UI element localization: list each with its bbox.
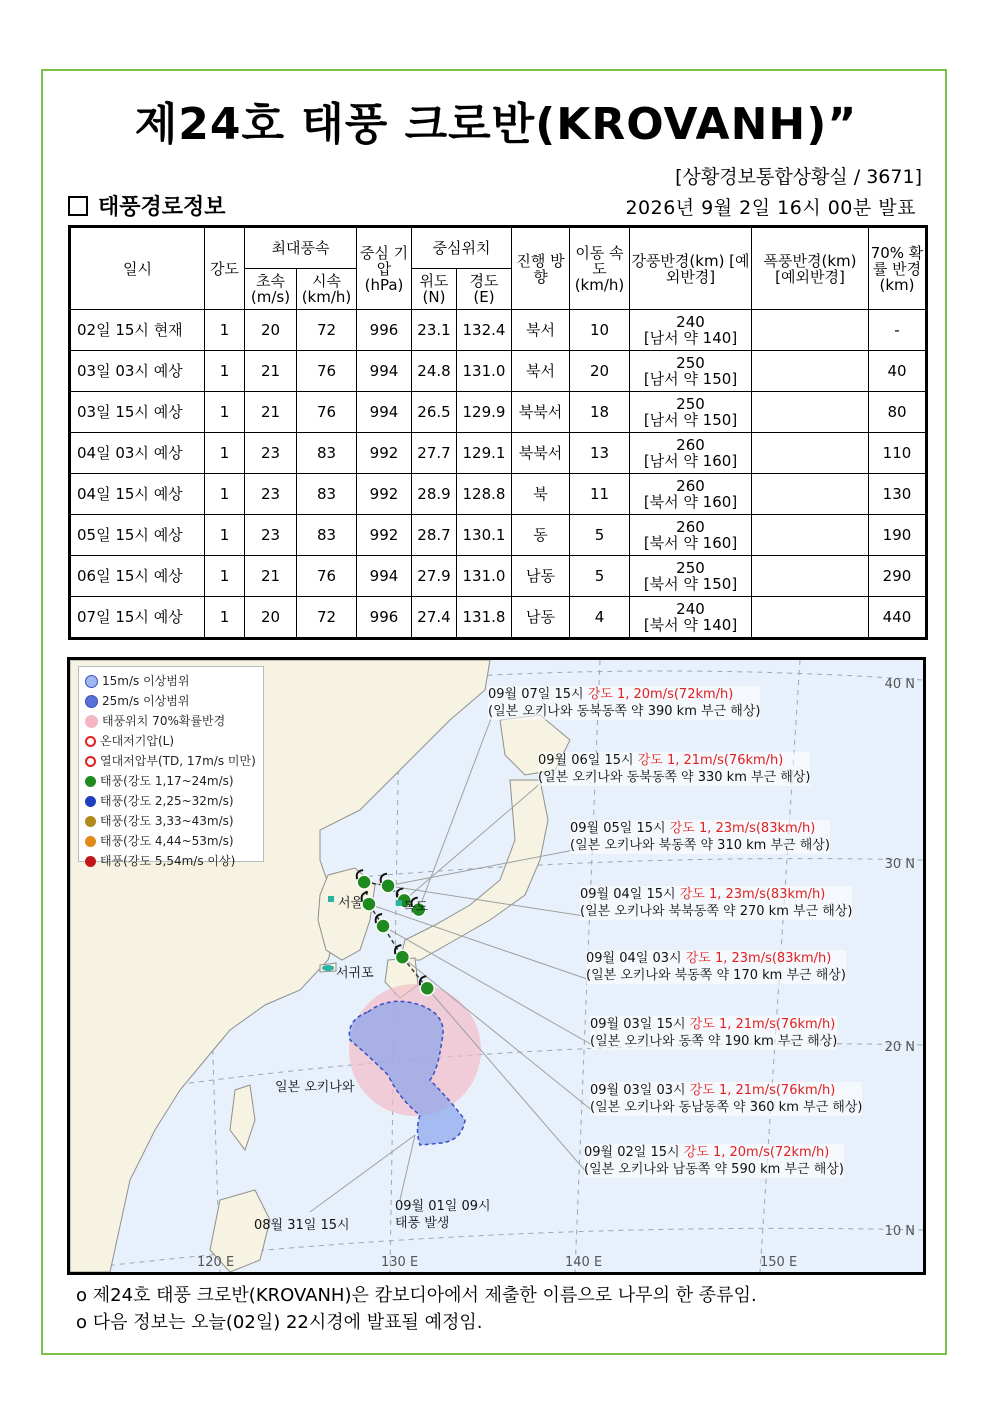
cell-lat: 23.1 bbox=[412, 310, 457, 351]
page-title: 제24호 태풍 크로반(KROVANH)” bbox=[134, 99, 858, 150]
table-row bbox=[70, 474, 927, 515]
annotation-date: 09월 06일 15시 bbox=[538, 753, 634, 768]
cell-prob: 290 bbox=[869, 556, 927, 597]
section-heading bbox=[68, 190, 226, 221]
typhoon-green-icon bbox=[362, 897, 376, 911]
annotation-strength: 강도 1, 23m/s(83km/h) bbox=[685, 951, 832, 966]
cell-speed: 11 bbox=[570, 474, 630, 515]
legend-item bbox=[85, 811, 257, 831]
strong-radius-exception: [북서 약 140] bbox=[643, 616, 738, 634]
typhoon-blue-icon bbox=[85, 796, 96, 807]
header-datetime: 일시 bbox=[70, 227, 205, 310]
table-row bbox=[70, 597, 927, 639]
strong-radius-exception: [북서 약 160] bbox=[643, 534, 738, 552]
typhoon-green-icon bbox=[357, 875, 371, 889]
annotation-detail: (일본 오키나와 동북동쪽 약 390 km 부근 해상) bbox=[488, 704, 761, 719]
cell-datetime: 05일 15시 예상 bbox=[70, 515, 205, 556]
cell-hpa: 996 bbox=[357, 597, 412, 639]
cell-intensity: 1 bbox=[205, 310, 245, 351]
annotation-line-1 bbox=[586, 950, 846, 967]
genesis-date: 09월 01일 09시 bbox=[395, 1199, 491, 1214]
strong-radius-value: 240 bbox=[676, 600, 705, 618]
typhoon-red-icon bbox=[85, 856, 96, 867]
cell-lon: 129.1 bbox=[457, 433, 512, 474]
lat-label-20: 20 N bbox=[884, 1040, 915, 1055]
start-label: 08월 31일 15시 bbox=[254, 1218, 350, 1233]
track-table bbox=[68, 225, 928, 640]
cell-strong-radius bbox=[630, 310, 752, 351]
strong-radius-value: 260 bbox=[676, 436, 705, 454]
cell-intensity: 1 bbox=[205, 433, 245, 474]
cell-datetime: 04일 03시 예상 bbox=[70, 433, 205, 474]
strong-radius-value: 260 bbox=[676, 477, 705, 495]
table-row bbox=[70, 515, 927, 556]
track-annotation bbox=[488, 686, 760, 720]
typhoon-orange-icon bbox=[85, 836, 96, 847]
annotation-date: 09월 03일 03시 bbox=[590, 1083, 686, 1098]
cell-datetime: 04일 15시 예상 bbox=[70, 474, 205, 515]
annotation-strength: 강도 1, 20m/s(72km/h) bbox=[683, 1145, 830, 1160]
cell-lon: 131.8 bbox=[457, 597, 512, 639]
table-row bbox=[70, 556, 927, 597]
cell-dir: 북서 bbox=[512, 351, 570, 392]
cell-lat: 28.9 bbox=[412, 474, 457, 515]
note-1: o 제24호 태풍 크로반(KROVANH)은 캄보디아에서 제출한 이름으로 나무의 한 종류임. bbox=[76, 1285, 757, 1306]
place-seoul: 서울 bbox=[338, 896, 364, 911]
header-direction: 진행 방향 bbox=[512, 227, 570, 310]
annotation-line-1 bbox=[590, 1082, 862, 1099]
track-annotation bbox=[586, 950, 846, 984]
cell-ms: 21 bbox=[245, 392, 297, 433]
cell-speed: 5 bbox=[570, 515, 630, 556]
legend-label: 온대저기압(L) bbox=[100, 734, 175, 748]
annotation-line-1 bbox=[538, 752, 810, 769]
annotation-strength: 강도 1, 21m/s(76km/h) bbox=[637, 753, 784, 768]
header-center: 중심위치 bbox=[412, 227, 512, 269]
track-map bbox=[67, 657, 926, 1275]
issued-time: 2026년 9월 2일 16시 00분 발표 bbox=[625, 197, 916, 219]
lon-label-130: 130 E bbox=[381, 1255, 419, 1270]
cell-kmh: 83 bbox=[297, 433, 357, 474]
cell-kmh: 72 bbox=[297, 597, 357, 639]
annotation-strength: 강도 1, 21m/s(76km/h) bbox=[689, 1017, 836, 1032]
seoul-marker bbox=[328, 896, 334, 902]
header-wind-kmh: 시속 (km/h) bbox=[297, 269, 357, 310]
table-row bbox=[70, 392, 927, 433]
annotation-strength: 강도 1, 23m/s(83km/h) bbox=[669, 821, 816, 836]
annotation-line-1 bbox=[570, 820, 830, 837]
header-intensity: 강도 bbox=[205, 227, 245, 310]
cell-storm bbox=[752, 433, 869, 474]
table-row bbox=[70, 310, 927, 351]
circle-light-blue bbox=[85, 675, 98, 688]
cell-hpa: 992 bbox=[357, 474, 412, 515]
cell-storm bbox=[752, 556, 869, 597]
track-annotation bbox=[590, 1082, 862, 1116]
cell-lon: 128.8 bbox=[457, 474, 512, 515]
legend-label: 태풍(강도 3,33~43m/s) bbox=[100, 814, 234, 828]
header-lon: 경도 (E) bbox=[457, 269, 512, 310]
typhoon-green-icon bbox=[381, 879, 395, 893]
annotation-line-1 bbox=[488, 686, 760, 703]
cell-strong-radius bbox=[630, 433, 752, 474]
annotation-line-1 bbox=[584, 1144, 844, 1161]
legend-label: 열대저압부(TD, 17m/s 미만) bbox=[100, 754, 256, 768]
cell-lon: 131.0 bbox=[457, 556, 512, 597]
section-title: 태풍경로정보 bbox=[98, 195, 226, 220]
cell-kmh: 76 bbox=[297, 351, 357, 392]
cell-dir: 북북서 bbox=[512, 433, 570, 474]
annotation-date: 09월 07일 15시 bbox=[488, 687, 584, 702]
lat-label-30: 30 N bbox=[884, 857, 915, 872]
strong-radius-exception: [북서 약 160] bbox=[643, 493, 738, 511]
track-annotation bbox=[570, 820, 830, 854]
cell-lat: 24.8 bbox=[412, 351, 457, 392]
strong-radius-exception: [남서 약 150] bbox=[643, 370, 738, 388]
lon-label-150: 150 E bbox=[760, 1255, 798, 1270]
cell-hpa: 994 bbox=[357, 556, 412, 597]
cell-storm bbox=[752, 310, 869, 351]
annotation-detail: (일본 오키나와 동쪽 약 190 km 부근 해상) bbox=[590, 1034, 838, 1049]
cell-ms: 21 bbox=[245, 556, 297, 597]
cell-kmh: 76 bbox=[297, 392, 357, 433]
cell-hpa: 996 bbox=[357, 310, 412, 351]
legend-label: 25m/s 이상범위 bbox=[102, 694, 190, 708]
cell-speed: 13 bbox=[570, 433, 630, 474]
cell-lat: 27.7 bbox=[412, 433, 457, 474]
cell-strong-radius bbox=[630, 474, 752, 515]
header-max-wind: 최대풍속 bbox=[245, 227, 357, 269]
track-annotation bbox=[538, 752, 810, 786]
dokdo-marker bbox=[396, 900, 402, 906]
strong-radius-value: 260 bbox=[676, 518, 705, 536]
annotation-strength: 강도 1, 23m/s(83km/h) bbox=[679, 887, 826, 902]
cell-prob: 80 bbox=[869, 392, 927, 433]
strong-radius-value: 250 bbox=[676, 395, 705, 413]
strong-radius-exception: [남서 약 140] bbox=[643, 329, 738, 347]
place-dokdo: 독도 bbox=[403, 900, 429, 915]
cell-prob: 440 bbox=[869, 597, 927, 639]
cell-dir: 북북서 bbox=[512, 392, 570, 433]
cell-speed: 18 bbox=[570, 392, 630, 433]
cell-dir: 북 bbox=[512, 474, 570, 515]
header-wind-ms: 초속 (m/s) bbox=[245, 269, 297, 310]
legend-label: 태풍(강도 2,25~32m/s) bbox=[100, 794, 234, 808]
header-pressure: 중심 기압 (hPa) bbox=[357, 227, 412, 310]
annotation-date: 09월 05일 15시 bbox=[570, 821, 666, 836]
seogwipo-marker bbox=[322, 965, 334, 971]
legend-label: 15m/s 이상범위 bbox=[102, 674, 190, 688]
cell-prob: 130 bbox=[869, 474, 927, 515]
annotation-date: 09월 04일 03시 bbox=[586, 951, 682, 966]
legend-item bbox=[85, 751, 257, 771]
office-label: [상황경보통합상황실 / 3671] bbox=[675, 166, 922, 188]
map-legend bbox=[78, 666, 264, 868]
legend-item bbox=[85, 831, 257, 851]
strong-radius-exception: [북서 약 150] bbox=[643, 575, 738, 593]
annotation-line-1 bbox=[590, 1016, 837, 1033]
cell-storm bbox=[752, 392, 869, 433]
legend-item bbox=[85, 791, 257, 811]
checkbox-icon bbox=[68, 196, 88, 216]
typhoon-green-icon bbox=[85, 776, 96, 787]
circle-blue bbox=[85, 695, 98, 708]
cell-lon: 130.1 bbox=[457, 515, 512, 556]
annotation-detail: (일본 오키나와 북동쪽 약 310 km 부근 해상) bbox=[570, 838, 830, 853]
cell-kmh: 72 bbox=[297, 310, 357, 351]
typhoon-green-icon bbox=[420, 981, 434, 995]
cell-ms: 23 bbox=[245, 474, 297, 515]
cell-speed: 4 bbox=[570, 597, 630, 639]
cell-kmh: 83 bbox=[297, 515, 357, 556]
place-okinawa: 일본 오키나와 bbox=[275, 1080, 355, 1095]
legend-label: 태풍(강도 1,17~24m/s) bbox=[100, 774, 234, 788]
annotation-date: 09월 02일 15시 bbox=[584, 1145, 680, 1160]
cell-hpa: 994 bbox=[357, 351, 412, 392]
td-icon bbox=[85, 756, 96, 767]
track-annotation bbox=[580, 886, 852, 920]
circle-pink bbox=[85, 715, 98, 728]
header-lat: 위도 (N) bbox=[412, 269, 457, 310]
extratropical-icon bbox=[85, 736, 96, 747]
cell-storm bbox=[752, 597, 869, 639]
header-storm-radius: 폭풍반경(km) [예외반경] bbox=[752, 227, 869, 310]
annotation-strength: 강도 1, 20m/s(72km/h) bbox=[587, 687, 734, 702]
annotation-date: 09월 03일 15시 bbox=[590, 1017, 686, 1032]
cell-lat: 27.9 bbox=[412, 556, 457, 597]
legend-label: 태풍(강도 5,54m/s 이상) bbox=[100, 854, 236, 868]
legend-label: 태풍(강도 4,44~53m/s) bbox=[100, 834, 234, 848]
cell-intensity: 1 bbox=[205, 597, 245, 639]
typhoon-green-icon bbox=[395, 950, 409, 964]
cell-datetime: 06일 15시 예상 bbox=[70, 556, 205, 597]
legend-item bbox=[85, 771, 257, 791]
cell-kmh: 76 bbox=[297, 556, 357, 597]
strong-radius-value: 250 bbox=[676, 354, 705, 372]
cell-prob: 40 bbox=[869, 351, 927, 392]
cell-speed: 5 bbox=[570, 556, 630, 597]
notes bbox=[76, 1282, 757, 1336]
track-annotation bbox=[584, 1144, 844, 1178]
cell-strong-radius bbox=[630, 392, 752, 433]
cell-prob: 110 bbox=[869, 433, 927, 474]
cell-intensity: 1 bbox=[205, 392, 245, 433]
cell-storm bbox=[752, 351, 869, 392]
lat-label-40: 40 N bbox=[884, 677, 915, 692]
cell-lon: 131.0 bbox=[457, 351, 512, 392]
cell-intensity: 1 bbox=[205, 556, 245, 597]
cell-ms: 20 bbox=[245, 310, 297, 351]
genesis-label bbox=[395, 1198, 491, 1232]
cell-ms: 23 bbox=[245, 433, 297, 474]
legend-item bbox=[85, 671, 257, 691]
legend-item bbox=[85, 711, 257, 731]
cell-hpa: 992 bbox=[357, 433, 412, 474]
annotation-strength: 강도 1, 21m/s(76km/h) bbox=[689, 1083, 836, 1098]
annotation-line-1 bbox=[580, 886, 852, 903]
cell-strong-radius bbox=[630, 351, 752, 392]
lat-label-10: 10 N bbox=[884, 1224, 915, 1239]
header-speed: 이동 속도 (km/h) bbox=[570, 227, 630, 310]
cell-dir: 남동 bbox=[512, 556, 570, 597]
cell-strong-radius bbox=[630, 556, 752, 597]
cell-lon: 132.4 bbox=[457, 310, 512, 351]
cell-hpa: 994 bbox=[357, 392, 412, 433]
strong-radius-value: 240 bbox=[676, 313, 705, 331]
table-row bbox=[70, 351, 927, 392]
annotation-detail: (일본 오키나와 북북동쪽 약 270 km 부근 해상) bbox=[580, 904, 853, 919]
cell-ms: 20 bbox=[245, 597, 297, 639]
cell-kmh: 83 bbox=[297, 474, 357, 515]
cell-speed: 20 bbox=[570, 351, 630, 392]
track-table-body bbox=[70, 310, 927, 639]
cell-intensity: 1 bbox=[205, 515, 245, 556]
annotation-detail: (일본 오키나와 동남동쪽 약 360 km 부근 해상) bbox=[590, 1100, 863, 1115]
cell-intensity: 1 bbox=[205, 474, 245, 515]
table-row bbox=[70, 433, 927, 474]
cell-prob: - bbox=[869, 310, 927, 351]
lon-label-140: 140 E bbox=[565, 1255, 603, 1270]
cell-datetime: 07일 15시 예상 bbox=[70, 597, 205, 639]
cell-prob: 190 bbox=[869, 515, 927, 556]
cell-storm bbox=[752, 474, 869, 515]
cell-dir: 남동 bbox=[512, 597, 570, 639]
cell-ms: 21 bbox=[245, 351, 297, 392]
cell-intensity: 1 bbox=[205, 351, 245, 392]
cell-datetime: 02일 15시 현재 bbox=[70, 310, 205, 351]
genesis-text: 태풍 발생 bbox=[395, 1216, 450, 1231]
cell-ms: 23 bbox=[245, 515, 297, 556]
legend-item bbox=[85, 731, 257, 751]
lon-label-120: 120 E bbox=[197, 1255, 235, 1270]
cell-datetime: 03일 15시 예상 bbox=[70, 392, 205, 433]
typhoon-olive-icon bbox=[85, 816, 96, 827]
typhoon-green-icon bbox=[376, 919, 390, 933]
annotation-detail: (일본 오키나와 동북동쪽 약 330 km 부근 해상) bbox=[538, 770, 811, 785]
annotation-detail: (일본 오키나와 남동쪽 약 590 km 부근 해상) bbox=[584, 1162, 844, 1177]
strong-radius-value: 250 bbox=[676, 559, 705, 577]
annotation-detail: (일본 오키나와 북동쪽 약 170 km 부근 해상) bbox=[586, 968, 846, 983]
cell-dir: 동 bbox=[512, 515, 570, 556]
cell-datetime: 03일 03시 예상 bbox=[70, 351, 205, 392]
note-2: o 다음 정보는 오늘(02일) 22시경에 발표될 예정임. bbox=[76, 1312, 483, 1333]
cell-speed: 10 bbox=[570, 310, 630, 351]
cell-dir: 북서 bbox=[512, 310, 570, 351]
header-strong-radius: 강풍반경(km) [예외반경] bbox=[630, 227, 752, 310]
cell-storm bbox=[752, 515, 869, 556]
strong-radius-exception: [남서 약 160] bbox=[643, 452, 738, 470]
cell-strong-radius bbox=[630, 597, 752, 639]
header-prob70: 70% 확률 반경 (km) bbox=[869, 227, 927, 310]
cell-lat: 26.5 bbox=[412, 392, 457, 433]
legend-item bbox=[85, 691, 257, 711]
cell-lon: 129.9 bbox=[457, 392, 512, 433]
legend-label: 태풍위치 70%확률반경 bbox=[102, 714, 226, 728]
strong-radius-exception: [남서 약 150] bbox=[643, 411, 738, 429]
legend-item bbox=[85, 851, 257, 871]
cell-lat: 28.7 bbox=[412, 515, 457, 556]
annotation-date: 09월 04일 15시 bbox=[580, 887, 676, 902]
cell-lat: 27.4 bbox=[412, 597, 457, 639]
cell-strong-radius bbox=[630, 515, 752, 556]
track-annotation bbox=[590, 1016, 837, 1050]
place-seogwipo: 서귀포 bbox=[336, 966, 374, 981]
cell-hpa: 992 bbox=[357, 515, 412, 556]
